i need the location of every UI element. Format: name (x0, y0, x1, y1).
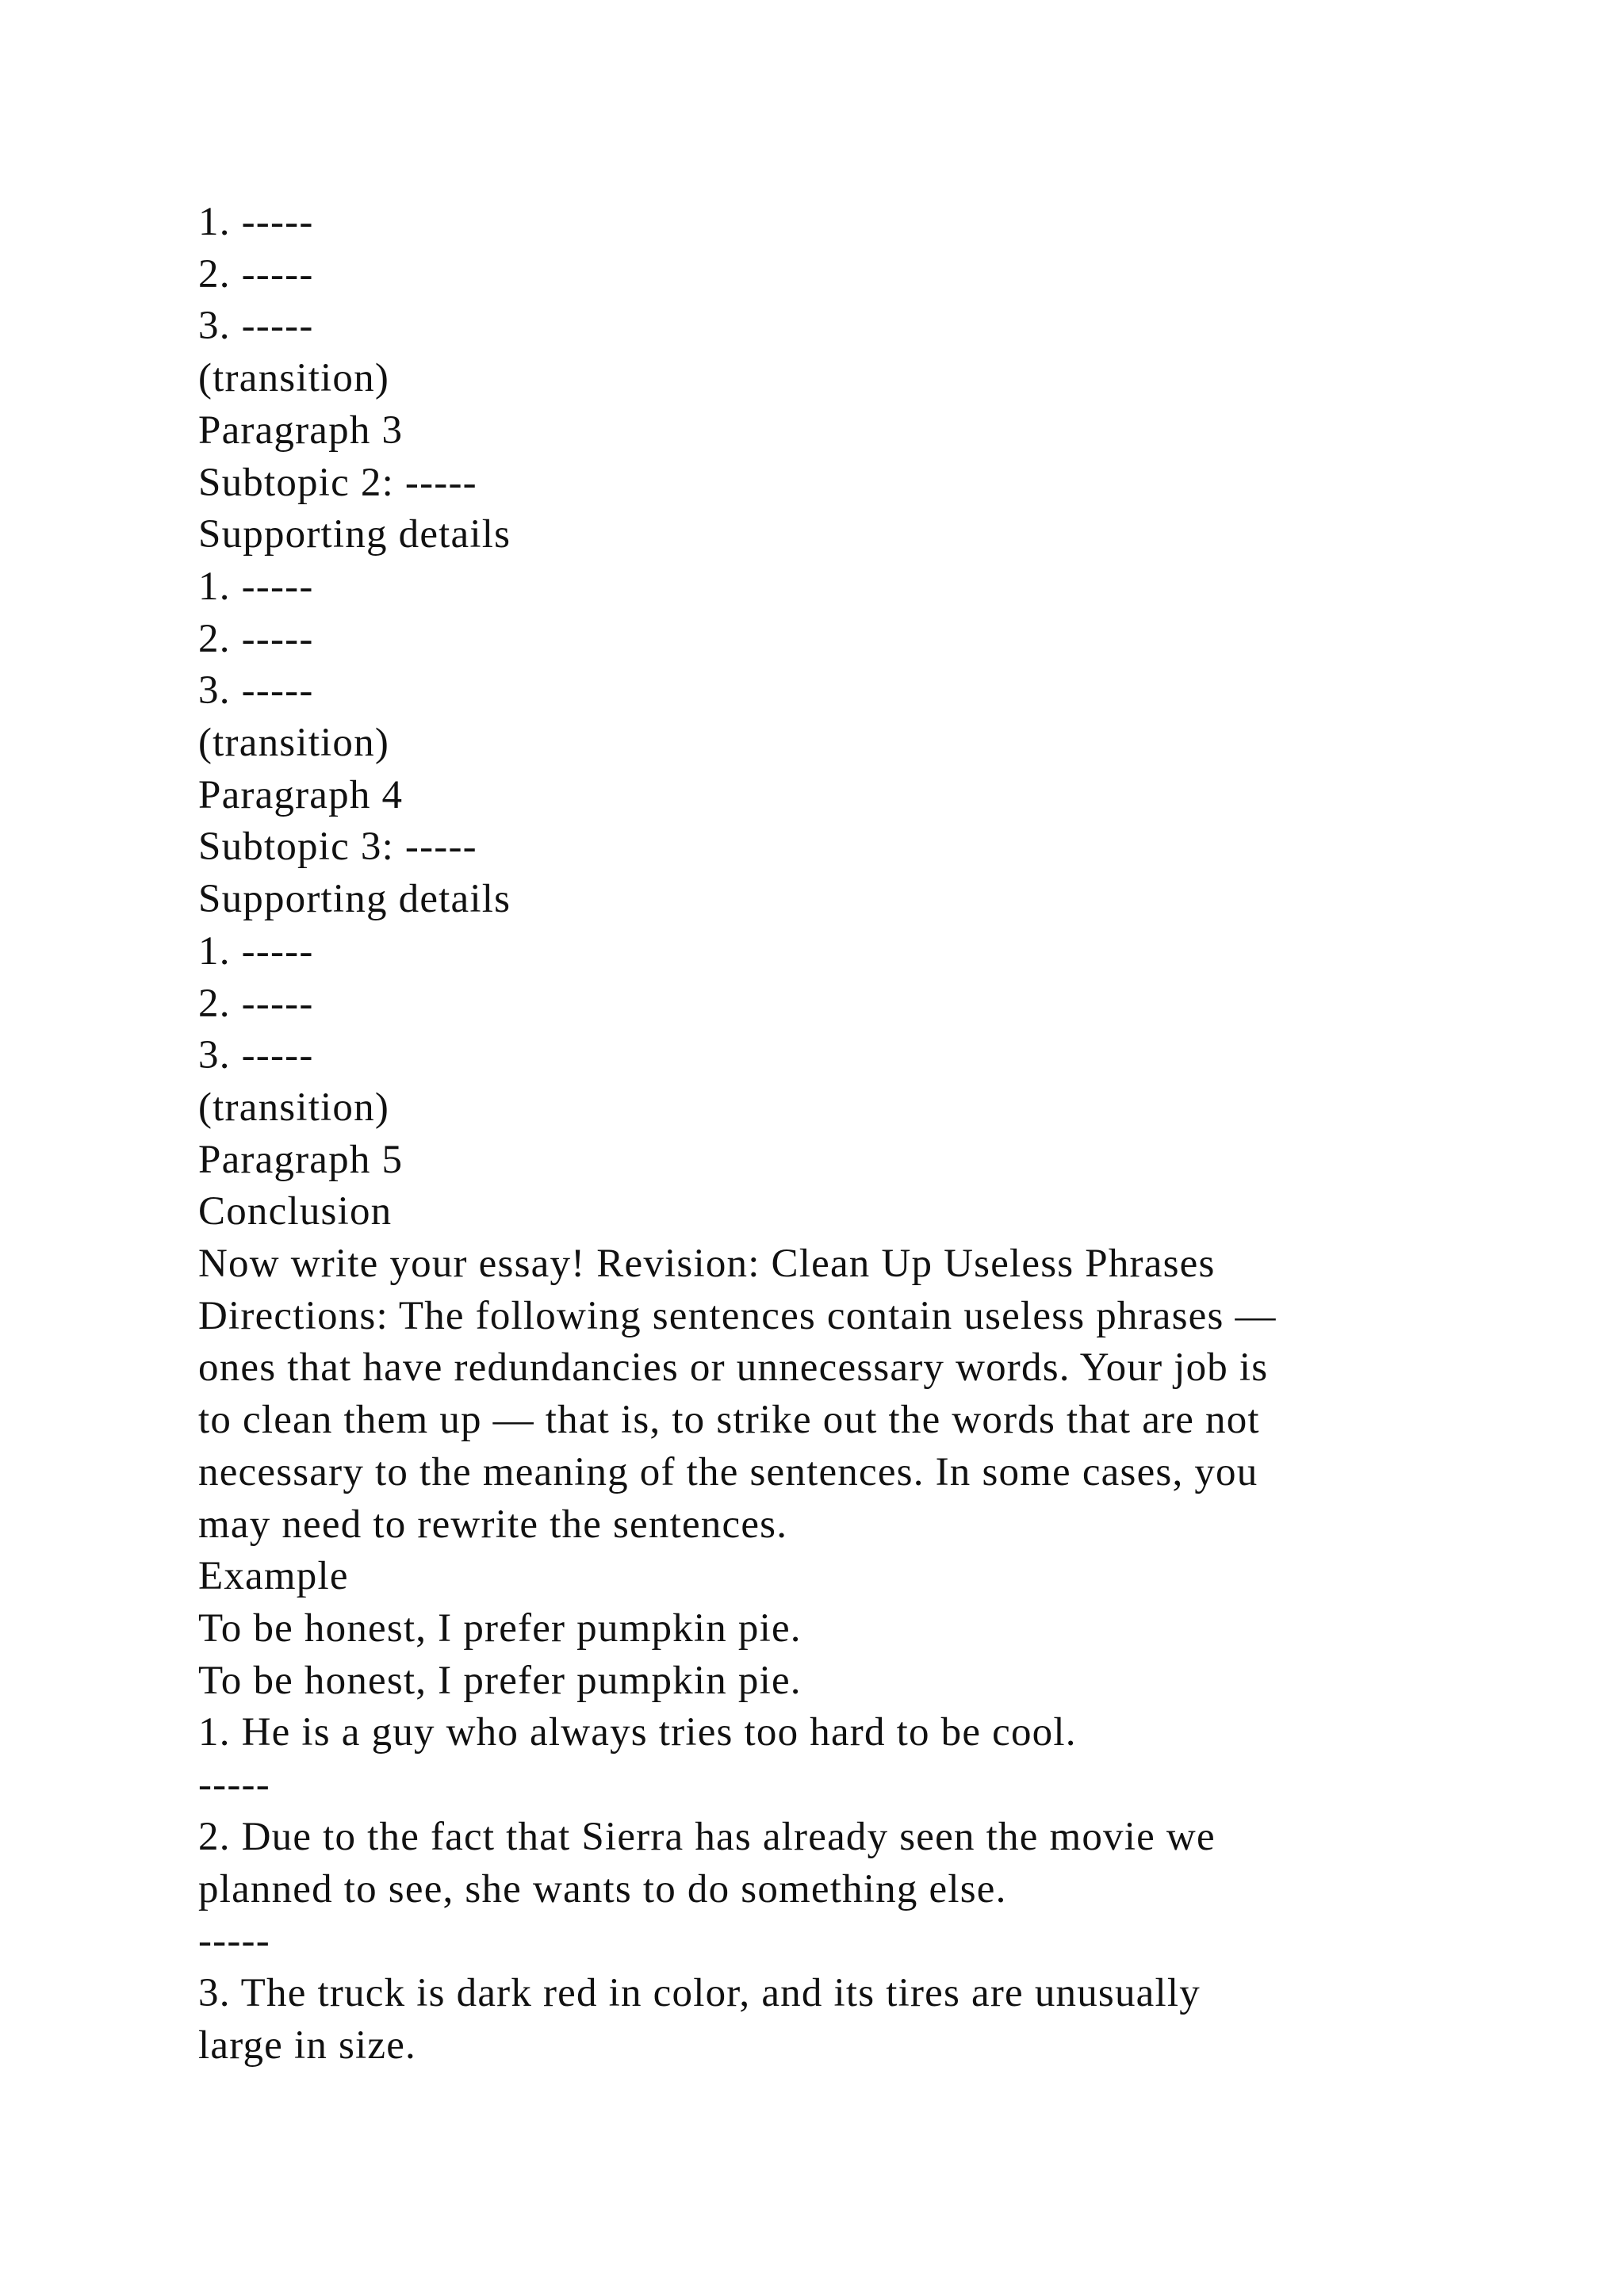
outline-item-1: 1. ----- (198, 564, 314, 609)
exercise-1: 1. He is a guy who always tries too hard to be cool. (198, 1710, 1077, 1755)
example-label: Example (198, 1554, 349, 1599)
directions-text: ones that have redundancies or unnecessary words. Your job is (198, 1345, 1269, 1391)
subtopic-3-line: Subtopic 3: ----- (198, 825, 477, 870)
answer-blank: ----- (198, 1919, 270, 1964)
paragraph-5-heading: Paragraph 5 (198, 1137, 404, 1182)
outline-item-3: 3. ----- (198, 668, 314, 714)
supporting-details-label: Supporting details (198, 512, 511, 557)
outline-item-1: 1. ----- (198, 928, 314, 974)
example-sentence: To be honest, I prefer pumpkin pie. (198, 1605, 802, 1651)
example-sentence-revised: To be honest, I prefer pumpkin pie. (198, 1658, 802, 1703)
exercise-2: 2. Due to the fact that Sierra has already seen the movie we (198, 1814, 1216, 1859)
transition-label: (transition) (198, 1085, 390, 1130)
exercise-3: 3. The truck is dark red in color, and its tires are unusually (198, 1970, 1201, 2015)
directions-text: necessary to the meaning of the sentences. In some cases, you (198, 1449, 1258, 1494)
outline-item-3: 3. ----- (198, 304, 314, 349)
paragraph-4-heading: Paragraph 4 (198, 772, 404, 817)
outline-item-3: 3. ----- (198, 1033, 314, 1078)
outline-item-2: 2. ----- (198, 251, 314, 297)
subtopic-2-line: Subtopic 2: ----- (198, 460, 477, 505)
paragraph-3-heading: Paragraph 3 (198, 408, 404, 453)
directions-text: may need to rewrite the sentences. (198, 1502, 788, 1547)
transition-label: (transition) (198, 356, 390, 401)
outline-item-2: 2. ----- (198, 981, 314, 1026)
outline-item-2: 2. ----- (198, 616, 314, 661)
document-page (198, 197, 1435, 2072)
transition-label: (transition) (198, 721, 390, 766)
exercise-2-continued: planned to see, she wants to do something else. (198, 1866, 1007, 1911)
answer-blank: ----- (198, 1762, 270, 1808)
outline-item-1: 1. ----- (198, 200, 314, 244)
directions-text: to clean them up — that is, to strike out the words that are not (198, 1398, 1260, 1443)
directions-text: Directions: The following sentences contain useless phrases — (198, 1293, 1277, 1338)
conclusion-label: Conclusion (198, 1189, 393, 1234)
revision-heading: Now write your essay! Revision: Clean Up Useless Phrases (198, 1242, 1216, 1287)
exercise-3-continued: large in size. (198, 2022, 417, 2068)
supporting-details-label: Supporting details (198, 877, 511, 922)
